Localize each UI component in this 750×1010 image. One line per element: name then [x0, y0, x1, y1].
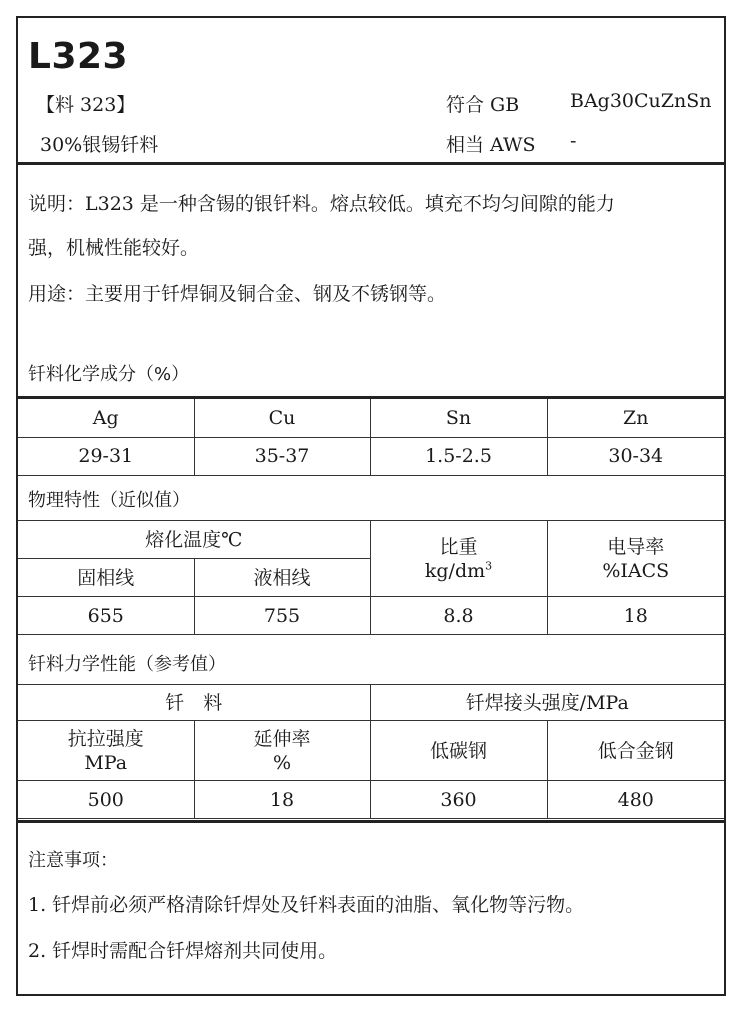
elongation-unit: % [272, 751, 292, 774]
note-item: 1. 钎焊前必须严格清除钎焊处及钎料表面的油脂、氧化物等污物。 [28, 894, 585, 916]
gb-label: 符合 GB [446, 94, 520, 116]
aws-value: - [570, 130, 577, 152]
elongation-label: 延伸率 [253, 727, 311, 750]
physical-value-cell: 8.8 [370, 597, 547, 635]
mechanical-value-cell: 18 [194, 781, 370, 819]
elongation-header [194, 721, 370, 781]
mechanical-value-cell: 500 [18, 781, 194, 819]
composition-value-cell: 30-34 [547, 437, 724, 475]
description-line-2: 强，机械性能较好。 [28, 237, 200, 259]
solidus-header: 固相线 [18, 559, 194, 597]
composition-header-cell: Ag [18, 399, 194, 437]
composition-value-cell: 29-31 [18, 437, 194, 475]
gb-value: BAg30CuZnSn [570, 90, 712, 112]
note-item: 2. 钎焊时需配合钎焊熔剂共同使用。 [28, 940, 338, 962]
physical-header-row [18, 521, 724, 559]
liquidus-header: 液相线 [194, 559, 370, 597]
low-alloy-steel-header: 低合金钢 [547, 721, 724, 781]
conductivity-label: 电导率 [607, 535, 665, 558]
composition-heading: 钎料化学成分（%） [28, 364, 190, 385]
mechanical-subheader-row [18, 721, 724, 781]
mechanical-heading: 钎料力学性能（参考值） [28, 654, 226, 675]
physical-value-cell: 655 [18, 597, 194, 635]
filler-header: 钎 料 [18, 685, 370, 721]
mechanical-value-row [18, 781, 724, 819]
product-name: 30%银锡钎料 [40, 134, 159, 156]
header-divider [18, 162, 724, 165]
product-code: 【料 323】 [36, 94, 136, 116]
notes-top-rule [18, 820, 724, 823]
tensile-header [18, 721, 194, 781]
composition-header-row [18, 399, 724, 437]
mechanical-value-cell: 360 [370, 781, 547, 819]
composition-header-cell: Sn [370, 399, 547, 437]
conductivity-header [547, 521, 724, 597]
melt-temp-header: 熔化温度℃ [18, 521, 370, 559]
composition-header-cell: Cu [194, 399, 370, 437]
composition-table [18, 399, 724, 476]
physical-value-row [18, 597, 724, 635]
density-unit [371, 559, 547, 583]
joint-strength-header: 钎焊接头强度/MPa [370, 685, 724, 721]
physical-heading: 物理特性（近似值） [28, 490, 190, 511]
density-header [370, 521, 547, 597]
composition-value-cell: 1.5-2.5 [370, 437, 547, 475]
density-unit-exponent: 3 [485, 559, 493, 573]
tensile-label: 抗拉强度 [67, 727, 144, 750]
low-carbon-steel-header: 低碳钢 [370, 721, 547, 781]
composition-value-cell: 35-37 [194, 437, 370, 475]
density-label: 比重 [439, 535, 478, 558]
conductivity-unit: %IACS [602, 559, 670, 582]
aws-label: 相当 AWS [446, 134, 536, 156]
physical-value-cell: 755 [194, 597, 370, 635]
composition-header-cell: Zn [547, 399, 724, 437]
physical-table [18, 520, 724, 635]
density-unit-base: kg/dm [424, 559, 486, 582]
mechanical-header-row [18, 685, 724, 721]
composition-value-row [18, 437, 724, 475]
usage-text: 用途：主要用于钎焊铜及铜合金、钢及不锈钢等。 [28, 283, 447, 305]
notes-heading: 注意事项： [28, 850, 118, 871]
product-title: L323 [28, 36, 129, 77]
physical-value-cell: 18 [547, 597, 724, 635]
mechanical-table [18, 684, 724, 819]
mechanical-value-cell: 480 [547, 781, 724, 819]
datasheet [16, 16, 726, 996]
tensile-unit: MPa [84, 751, 128, 774]
description-line-1: 说明：L323 是一种含锡的银钎料。熔点较低。填充不均匀间隙的能力 [28, 193, 615, 215]
